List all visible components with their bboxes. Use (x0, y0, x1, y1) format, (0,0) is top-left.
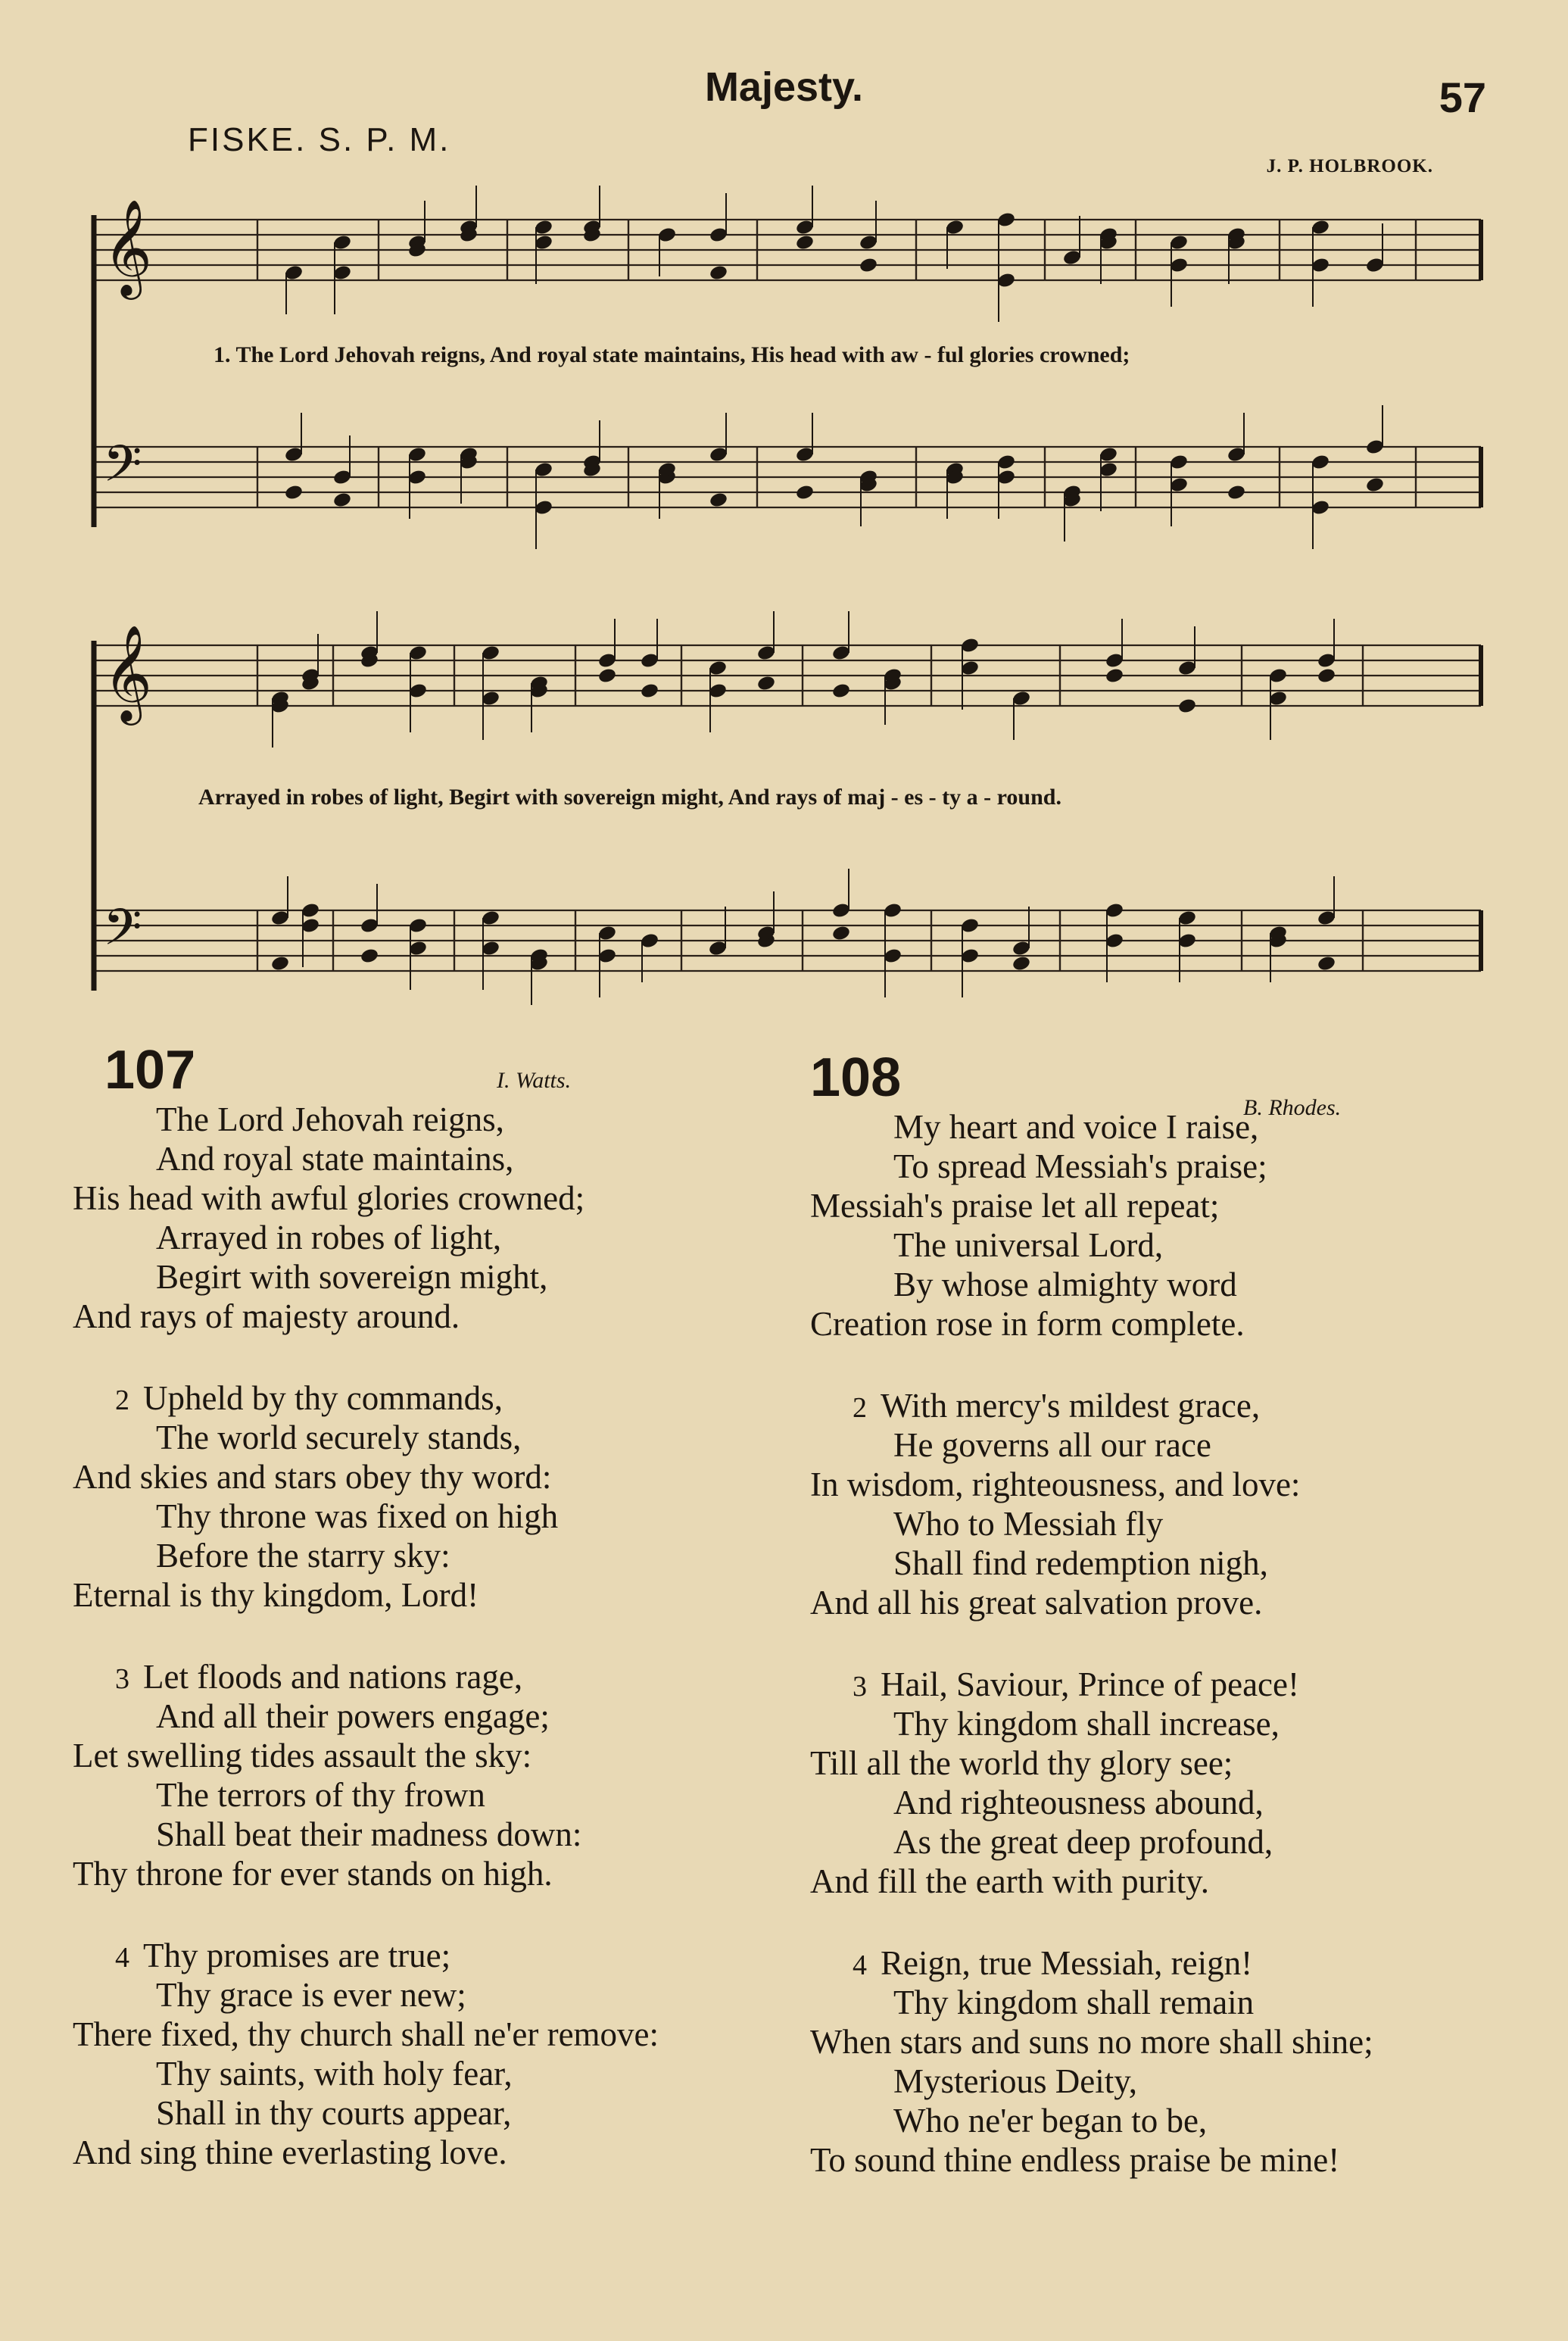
note (597, 619, 617, 684)
note (1227, 226, 1246, 284)
note (945, 461, 965, 519)
note (1268, 925, 1288, 982)
verse-line: Arrayed in robes of light, (156, 1219, 502, 1256)
note (831, 611, 851, 699)
hymn-number: 107 (104, 1040, 196, 1100)
verse-line: Who to Messiah fly (893, 1505, 1164, 1543)
verse-line: And fill the earth with purity. (810, 1862, 1209, 1900)
note (960, 637, 980, 710)
note (534, 219, 553, 284)
note (1311, 454, 1330, 549)
note (597, 925, 617, 997)
lyric-line-2: Arrayed in robes of light, Begirt with sovereign might, And rays of maj - es - ty a - round. (198, 785, 1061, 810)
note (1169, 454, 1189, 526)
verse-line: And all their powers engage; (156, 1697, 550, 1735)
bass-clef-icon: 𝄢 (103, 898, 142, 969)
verse-number: 3 (115, 1663, 129, 1695)
verse-number: 2 (853, 1392, 867, 1424)
hymn-108 (810, 1047, 1537, 2222)
verse-line: To spread Messiah's praise; (893, 1147, 1267, 1185)
verse-line: And righteousness abound, (893, 1784, 1264, 1821)
note (709, 413, 728, 508)
verse-line: Thy grace is ever new; (156, 1976, 466, 2014)
note (360, 611, 379, 669)
note (284, 264, 304, 314)
verse-4 (73, 1936, 784, 2172)
page-title: Majesty. (704, 64, 864, 110)
verse-line-text: Upheld by thy commands, (143, 1379, 503, 1417)
verse-line-text: With mercy's mildest grace, (881, 1387, 1261, 1425)
verse-2 (810, 1386, 1537, 1622)
verse-line: Till all the world thy glory see; (810, 1744, 1233, 1782)
verse-line: Creation rose in form complete. (810, 1305, 1245, 1343)
note (795, 186, 815, 251)
verse-line: And skies and stars obey thy word: (73, 1458, 552, 1496)
verse-line: And all his great salvation prove. (810, 1584, 1263, 1622)
note (1311, 219, 1330, 307)
verse-2 (73, 1378, 784, 1615)
note (708, 660, 728, 732)
verse-line: Let swelling tides assault the sky: (73, 1737, 532, 1774)
note (1012, 690, 1031, 740)
note (859, 469, 878, 526)
verse-line: Before the starry sky: (156, 1537, 450, 1575)
verse-line: Begirt with sovereign might, (156, 1258, 548, 1296)
note (1317, 876, 1336, 972)
note (459, 446, 479, 504)
note (1012, 907, 1031, 972)
note (657, 226, 677, 276)
note (270, 876, 290, 972)
note (1062, 216, 1082, 266)
verse-line (810, 1386, 1537, 1425)
note (1227, 413, 1246, 501)
verse-line: In wisdom, righteousness, and love: (810, 1465, 1301, 1503)
verse-3 (810, 1665, 1537, 1901)
hymn-number: 108 (810, 1047, 902, 1108)
note (1317, 619, 1336, 684)
verse-line: Who ne'er began to be, (893, 2102, 1208, 2140)
treble-staff (94, 611, 1481, 748)
note (408, 917, 428, 990)
note (756, 611, 776, 691)
verse-line: To sound thine endless praise be mine! (810, 2141, 1340, 2179)
tune-name: FISKE. S. P. M. (188, 121, 451, 158)
note (301, 634, 320, 691)
page-number: 57 (1439, 73, 1486, 121)
verse-line: As the great deep profound, (893, 1823, 1273, 1861)
verse-line: Thy throne was fixed on high (156, 1497, 559, 1535)
verse-line: Shall find redemption nigh, (893, 1544, 1268, 1582)
verse-line: And rays of majesty around. (73, 1297, 460, 1335)
note (709, 193, 728, 281)
treble-clef-icon: 𝄞 (103, 624, 153, 721)
hymn-107 (73, 1040, 784, 2215)
verse-line: Mysterious Deity, (893, 2062, 1138, 2100)
note (1169, 234, 1189, 307)
note (883, 902, 902, 997)
note (756, 891, 776, 949)
verse-line: And royal state maintains, (156, 1140, 514, 1178)
composer-credit: J. P. HOLBROOK. (1266, 156, 1433, 176)
note (1365, 405, 1385, 493)
verse-number: 4 (115, 1942, 129, 1974)
note (270, 690, 290, 748)
note (1099, 226, 1118, 284)
lyric-line-1: 1. The Lord Jehovah reigns, And royal state maintains, His head with aw - ful glories crowned; (214, 342, 1130, 367)
verse-line: When stars and suns no more shall shine; (810, 2023, 1373, 2061)
verse-line-text: Reign, true Messiah, reign! (881, 1944, 1253, 1982)
bass-staff (94, 405, 1481, 549)
treble-clef-icon: 𝄞 (103, 198, 153, 295)
note (640, 619, 659, 699)
verse-line: My heart and voice I raise, (893, 1108, 1259, 1146)
note (859, 201, 878, 273)
verse-line-text: Hail, Saviour, Prince of peace! (881, 1665, 1299, 1703)
verse-line-text: Thy promises are true; (143, 1937, 451, 1974)
note (534, 461, 553, 549)
note (582, 186, 602, 243)
note (408, 645, 428, 732)
note (284, 413, 304, 501)
note (996, 454, 1016, 519)
note (529, 675, 549, 732)
note (883, 667, 902, 725)
note (1365, 223, 1385, 273)
note (582, 420, 602, 478)
verse-line: The terrors of thy frown (156, 1776, 485, 1814)
verse-line-text: Let floods and nations rage, (143, 1658, 523, 1696)
note (1268, 667, 1288, 740)
note (708, 907, 728, 957)
note (360, 884, 379, 964)
verse-line: Thy kingdom shall increase, (893, 1705, 1280, 1743)
note (996, 211, 1016, 322)
treble-staff (94, 186, 1481, 322)
verse-line: Messiah's praise let all repeat; (810, 1187, 1220, 1225)
note (640, 932, 659, 982)
hymn-author: B. Rhodes. (1243, 1095, 1342, 1120)
verse-line: He governs all our race (893, 1426, 1211, 1464)
note (407, 201, 427, 258)
verse-line: The Lord Jehovah reigns, (156, 1100, 504, 1138)
verse-line: Shall beat their madness down: (156, 1815, 582, 1853)
verse-line: Thy saints, with holy fear, (156, 2055, 513, 2093)
verse-1 (810, 1107, 1537, 1344)
bass-staff (94, 869, 1481, 1005)
verse-line: And sing thine everlasting love. (73, 2133, 507, 2171)
verse-number: 2 (115, 1384, 129, 1416)
note (657, 461, 677, 519)
verse-line: Eternal is thy kingdom, Lord! (73, 1576, 479, 1614)
note (301, 902, 320, 967)
hymn-108-verses (810, 1107, 1537, 2180)
verse-line: The universal Lord, (893, 1226, 1164, 1264)
note (529, 947, 549, 1005)
note (945, 219, 965, 269)
music-score (0, 0, 1568, 1045)
verse-line: Thy kingdom shall remain (893, 1984, 1255, 2021)
note (481, 910, 500, 990)
bass-clef-icon: 𝄢 (103, 435, 142, 505)
verse-line: His head with awful glories crowned; (73, 1179, 585, 1217)
note (332, 234, 352, 314)
note (1105, 619, 1124, 684)
verse-1 (73, 1100, 784, 1336)
verse-3 (73, 1657, 784, 1893)
verse-number: 4 (853, 1949, 867, 1981)
verse-line: There fixed, thy church shall ne'er remove: (73, 2015, 659, 2053)
note (481, 645, 500, 740)
note (795, 413, 815, 501)
verse-line (73, 1378, 784, 1418)
verse-line (810, 1943, 1537, 1983)
hymn-author: I. Watts. (497, 1068, 572, 1093)
verse-line: By whose almighty word (893, 1266, 1237, 1303)
verse-line (73, 1657, 784, 1696)
note (1099, 446, 1118, 511)
hymn-107-verses (73, 1100, 784, 2172)
verse-4 (810, 1943, 1537, 2180)
note (960, 917, 980, 997)
note (1177, 626, 1197, 714)
verse-line: Thy throne for ever stands on high. (73, 1855, 553, 1893)
verse-line: The world securely stands, (156, 1419, 522, 1456)
note (459, 186, 479, 243)
verse-line: Shall in thy courts appear, (156, 2094, 512, 2132)
verse-line (73, 1936, 784, 1975)
verse-number: 3 (853, 1671, 867, 1703)
verse-line (810, 1665, 1537, 1704)
note (1062, 484, 1082, 542)
note (831, 869, 851, 941)
